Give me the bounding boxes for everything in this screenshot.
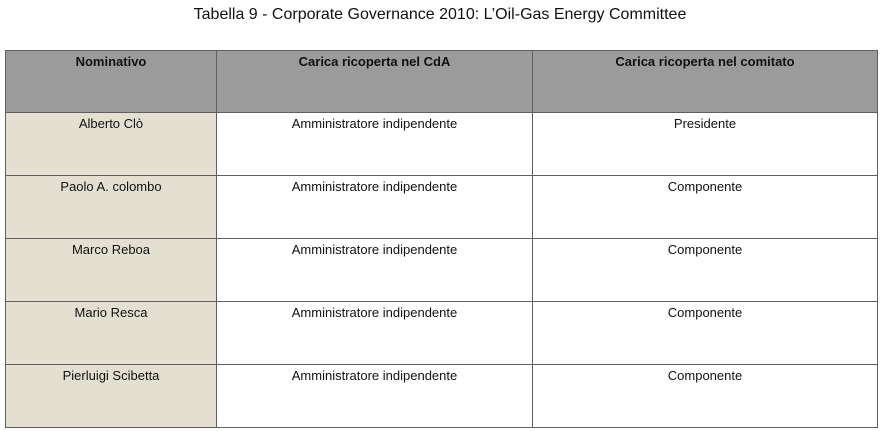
governance-table (5, 50, 878, 428)
cell-nominativo: Paolo A. colombo (6, 176, 217, 239)
table-header (6, 51, 878, 113)
cell-carica-comitato: Componente (533, 365, 878, 428)
cell-carica-cda: Amministratore indipendente (217, 113, 533, 176)
table-row (6, 239, 878, 302)
cell-carica-cda: Amministratore indipendente (217, 239, 533, 302)
header-row (6, 51, 878, 113)
table-row (6, 302, 878, 365)
cell-carica-comitato: Presidente (533, 113, 878, 176)
document-title: Tabella 9 - Corporate Governance 2010: L’Oil-Gas Energy Committee (193, 6, 687, 23)
table-row (6, 176, 878, 239)
cell-nominativo: Mario Resca (6, 302, 217, 365)
table-row (6, 113, 878, 176)
cell-nominativo: Pierluigi Scibetta (6, 365, 217, 428)
table-body (6, 113, 878, 428)
cell-carica-comitato: Componente (533, 239, 878, 302)
cell-carica-comitato: Componente (533, 302, 878, 365)
cell-nominativo: Marco Reboa (6, 239, 217, 302)
cell-carica-cda: Amministratore indipendente (217, 365, 533, 428)
column-header-carica-cda: Carica ricoperta nel CdA (217, 51, 533, 113)
cell-carica-comitato: Componente (533, 176, 878, 239)
cell-carica-cda: Amministratore indipendente (217, 302, 533, 365)
column-header-carica-comitato: Carica ricoperta nel comitato (533, 51, 878, 113)
cell-nominativo: Alberto Clò (6, 113, 217, 176)
column-header-nominativo: Nominativo (6, 51, 217, 113)
table-row (6, 365, 878, 428)
cell-carica-cda: Amministratore indipendente (217, 176, 533, 239)
